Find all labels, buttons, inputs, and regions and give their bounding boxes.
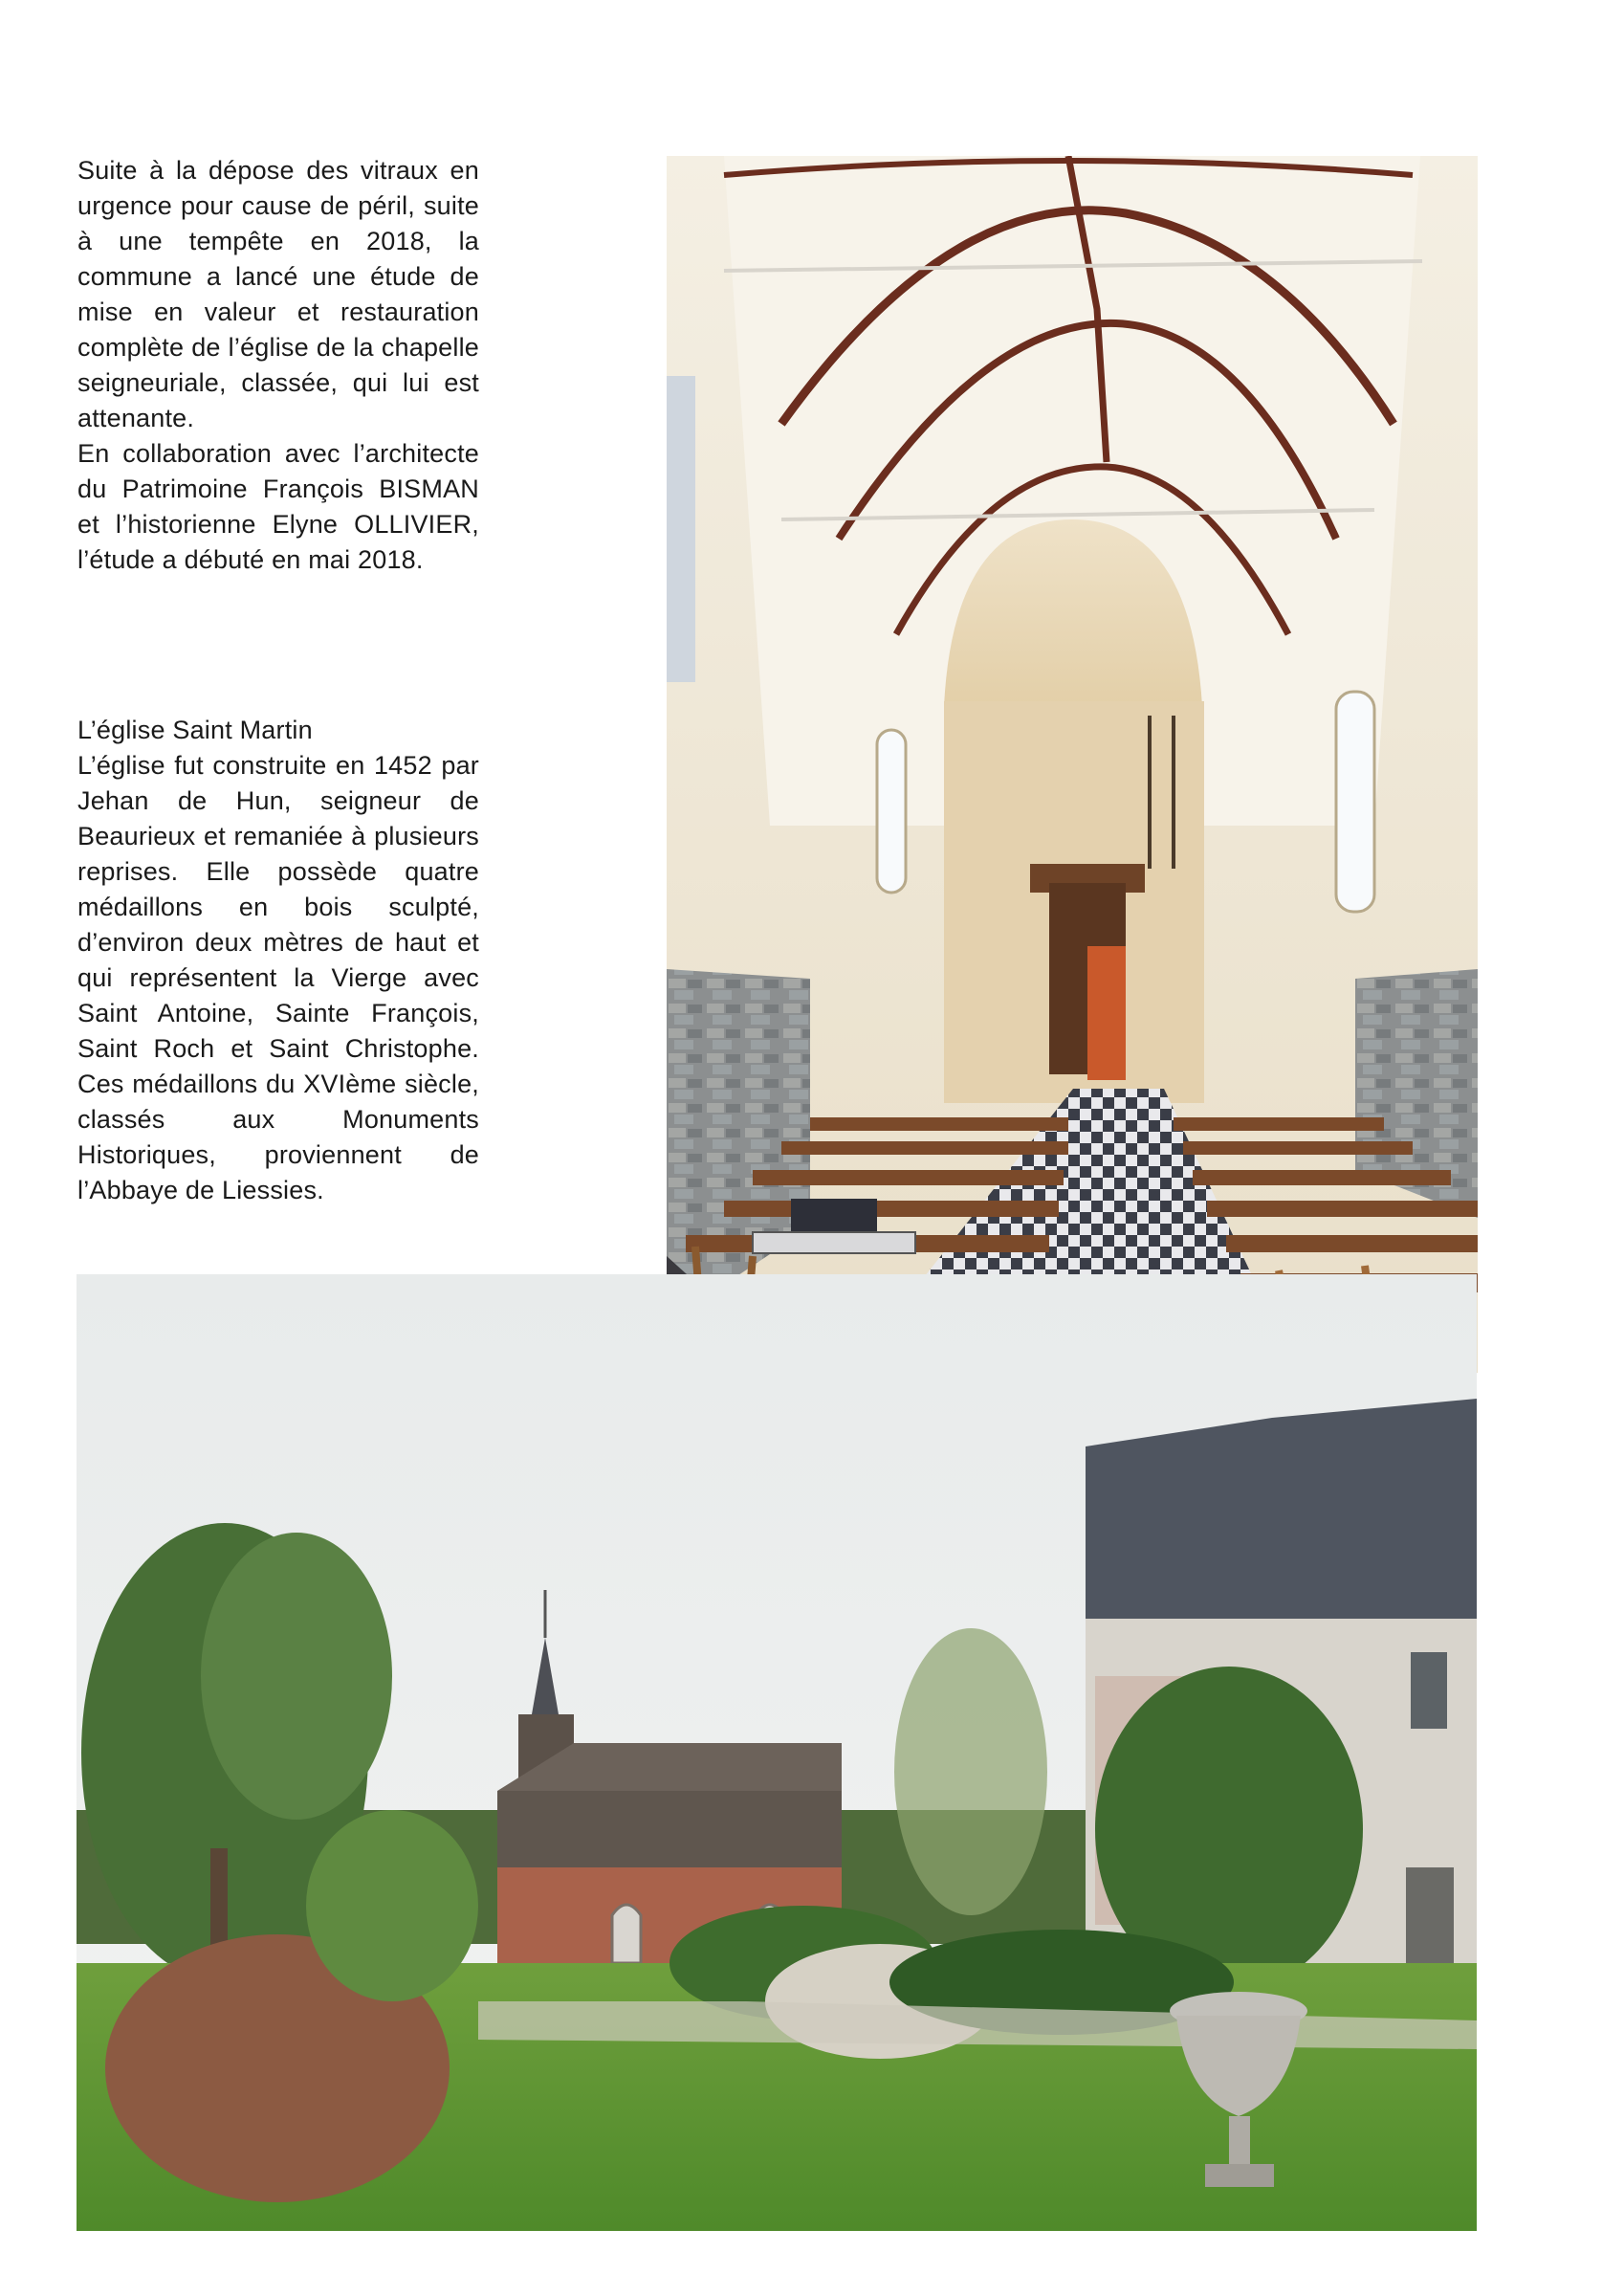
exterior-photo-drawing [77, 1274, 1477, 2231]
nave-photo [667, 156, 1478, 1373]
exterior-photo [77, 1274, 1477, 2231]
saint-martin-section [77, 713, 479, 1208]
nave-photo-drawing [667, 156, 1478, 1373]
intro-paragraph-2: En collaboration avec l’architecte du Patrimoine François BISMAN et l’historienne Elyne OLLIVIER, l’étude a débuté en mai 2018. [77, 439, 479, 574]
intro-paragraph-1: Suite à la dépose des vitraux en urgence pour cause de péril, suite à une tempête en 2018, la commune a lancé une étude de mise en valeur et restauration complète de l’église de la chapelle seigneuriale, classée, qui lui est attenante. [77, 156, 479, 432]
section-body: L’église fut construite en 1452 par Jehan de Hun, seigneur de Beaurieux et remaniée à plusieurs reprises. Elle possède quatre médaillons en bois sculpté, d’environ deux mètres de haut et qui représentent la Vierge avec Saint Antoine, Sainte François, Saint Roch et Saint Christophe. Ces médaillons du XVIème siècle, classés aux Monuments Historiques, proviennent de l’Abbaye de Liessies. [77, 751, 479, 1204]
intro-text [77, 153, 479, 578]
section-heading: L’église Saint Martin [77, 716, 313, 744]
